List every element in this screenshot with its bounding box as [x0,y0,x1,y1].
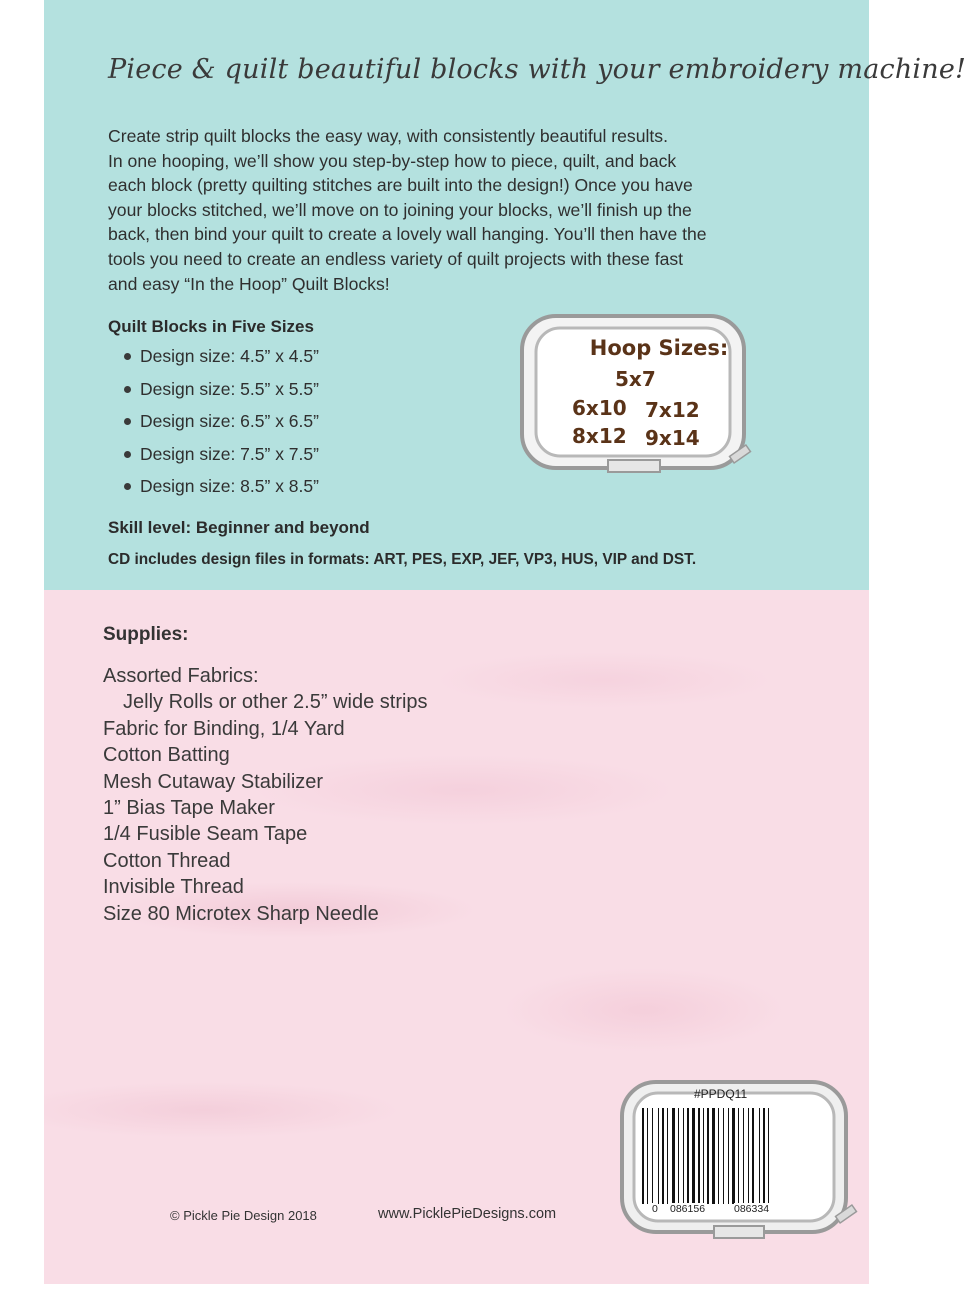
barcode-group: 086334 [734,1203,770,1215]
bullet-icon [124,451,131,458]
file-formats: CD includes design files in formats: ART, PES, EXP, JEF, VP3, HUS, VIP and DST. [108,551,697,568]
skill-level: Skill level: Beginner and beyond [108,518,370,537]
hoop-size: 6x10 [572,396,627,420]
barcode-bar [738,1108,739,1204]
barcode-bar [658,1108,659,1204]
barcode-bar [652,1108,653,1204]
list-item: 1/4 Fusible Seam Tape [103,823,308,846]
bullet-icon [124,353,131,360]
sizes-heading: Quilt Blocks in Five Sizes [108,317,314,336]
hoop-size: 7x12 [645,398,700,422]
size-list [124,346,319,509]
intro-line: and easy “In the Hoop” Quilt Blocks! [108,273,390,294]
barcode-bar [642,1108,644,1204]
barcode-bar [692,1108,695,1204]
intro-line: back, then bind your quilt to create a lovely wall hanging. You’ll then have the [108,224,707,245]
supplies-list [103,663,428,927]
size-label: Design size: 7.5” x 7.5” [140,443,319,464]
barcode-bar [763,1108,765,1204]
barcode-bar [678,1108,679,1204]
size-label: Design size: 6.5” x 6.5” [140,411,319,431]
bullet-icon [124,386,131,393]
barcode-bar [743,1108,744,1204]
list-item: Invisible Thread [103,876,244,899]
barcode-bar [662,1108,664,1204]
barcode-digit: 0 [652,1203,658,1215]
size-label: Design size: 8.5” x 8.5” [140,476,319,496]
size-label: Design size: 5.5” x 5.5” [140,378,319,399]
list-item [124,379,319,412]
back-cover [44,0,966,1284]
intro-paragraph [108,124,808,296]
list-item [124,346,319,379]
barcode-bar [712,1108,715,1204]
list-item: Mesh Cutaway Stabilizer [103,770,324,793]
barcode-bar [667,1108,668,1204]
bullet-icon [124,418,131,425]
intro-line: In one hooping, we’ll show you step-by-step how to piece, quilt, and back [108,150,677,171]
list-item: Cotton Batting [103,744,230,767]
supplies-heading: Supplies: [103,624,189,645]
list-item: Jelly Rolls or other 2.5” wide strips [123,691,428,714]
list-item [124,444,319,477]
list-item: Cotton Thread [103,849,231,872]
intro-line: Create strip quilt blocks the easy way, with consistently beautiful results. [108,126,668,146]
size-label: Design size: 4.5” x 4.5” [140,346,319,366]
barcode-group: 086156 [670,1203,706,1215]
barcode-bar [647,1108,648,1204]
barcode-hoop-icon [618,1078,858,1246]
list-item: Assorted Fabrics: [103,665,259,687]
copyright: © Pickle Pie Design 2018 [170,1208,317,1223]
list-item: Fabric for Binding, 1/4 Yard [103,717,345,740]
barcode-bar [683,1108,684,1204]
intro-line: your blocks stitched, we’ll move on to joining your blocks, we’ll finish up the [108,199,692,220]
hoop-size: 5x7 [615,367,656,391]
list-item [124,411,319,444]
hoop-size: 9x14 [645,426,700,450]
hoop-sizes-title: Hoop Sizes: [589,336,729,360]
hoop-size: 8x12 [572,424,627,448]
barcode-bar [723,1108,724,1204]
barcode-bar [672,1108,675,1204]
barcode-bar [718,1108,719,1204]
website-link[interactable]: www.PicklePieDesigns.com [378,1206,557,1222]
top-panel [44,0,966,590]
barcode-bar [752,1108,754,1204]
list-item: Size 80 Microtex Sharp Needle [103,902,379,925]
barcode-bar [748,1108,749,1204]
intro-line: tools you need to create an endless variety of quilt projects with these fast [108,248,684,269]
barcode-bar [703,1108,704,1204]
headline: Piece & quilt beautiful blocks with your embroidery machine! [108,54,966,85]
barcode-bar [707,1108,709,1204]
barcode-bar [759,1108,760,1204]
barcode-bar [732,1108,735,1204]
list-item: 1” Bias Tape Maker [103,796,275,819]
bullet-icon [124,483,131,490]
list-item [124,476,319,509]
barcode-bar [687,1108,689,1204]
barcode-bar [768,1108,769,1204]
intro-line: each block (pretty quilting stitches are built into the design!) Once you have [108,175,693,196]
sku-label: #PPDQ11 [694,1087,748,1101]
barcode-bar [698,1108,700,1204]
barcode-bar [728,1108,729,1204]
